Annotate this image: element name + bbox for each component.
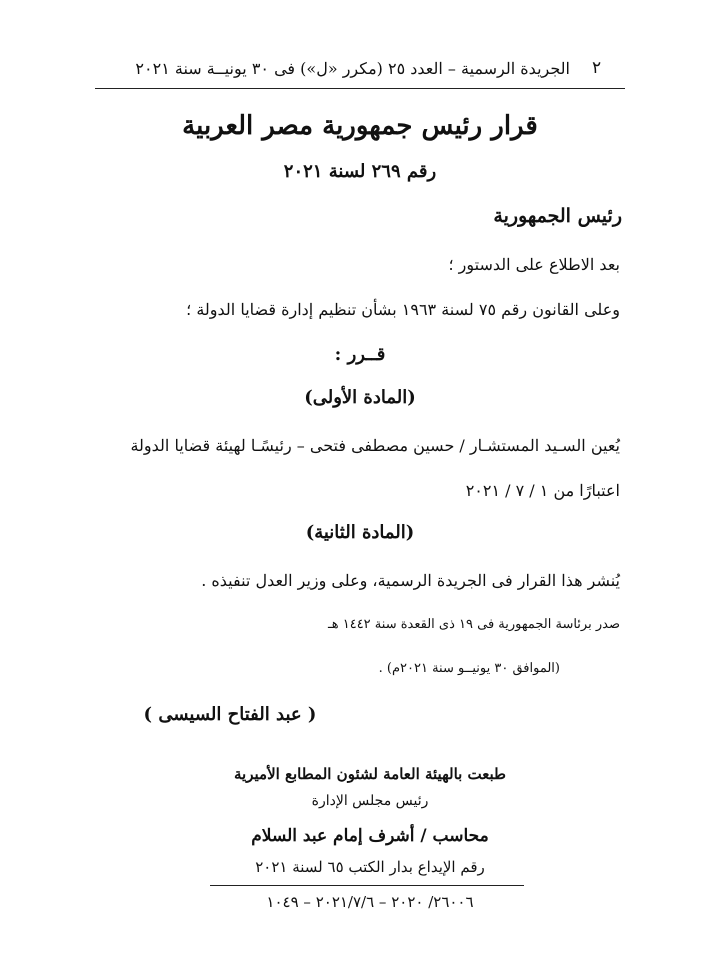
decree-title: قرار رئيس جمهورية مصر العربية: [182, 111, 538, 141]
printed-by: طبعت بالهيئة العامة لشئون المطابع الأميرية: [234, 765, 506, 783]
printer-name: محاسب / أشرف إمام عبد السلام: [251, 826, 489, 846]
decided-heading: قــرر :: [334, 344, 386, 365]
header-divider: [95, 88, 625, 89]
signature: ( عبد الفتاح السيسى ): [143, 704, 317, 725]
decree-number: رقم ٢٦٩ لسنة ٢٠٢١: [283, 161, 437, 182]
issued-at: صدر برئاسة الجمهورية فى ١٩ ذى القعدة سنة ١٤٤٢ هـ: [327, 617, 620, 632]
board-chair: رئيس مجلس الإدارة: [311, 793, 429, 809]
serial-number: ٢٦٠٠٦/ ٢٠٢٠ – ٢٠٢١/٧/٦ – ١٠٤٩: [266, 893, 474, 911]
deposit-number: رقم الإيداع بدار الكتب ٦٥ لسنة ٢٠٢١: [255, 858, 485, 876]
article-one-text: يُعين السـيد المستشـار / حسين مصطفى فتحى – رئيسًـا لهيئة قضايا الدولة: [130, 436, 620, 455]
article-two-heading: (المادة الثانية): [305, 522, 415, 543]
footer-divider: [210, 885, 524, 886]
article-one-heading: (المادة الأولى): [304, 387, 416, 408]
corresponding-date: (الموافق ٣٠ يونيــو سنة ٢٠٢١م) .: [378, 661, 560, 676]
journal-header: الجريدة الرسمية – العدد ٢٥ (مكرر «ل») فى ٣٠ يونيــة سنة ٢٠٢١: [135, 59, 570, 78]
preamble-line: بعد الاطلاع على الدستور ؛: [448, 255, 620, 274]
preamble-line: وعلى القانون رقم ٧٥ لسنة ١٩٦٣ بشأن تنظيم إدارة قضايا الدولة ؛: [186, 300, 620, 319]
article-two-text: يُنشر هذا القرار فى الجريدة الرسمية، وعلى وزير العدل تنفيذه .: [201, 571, 620, 590]
page-number: ٢: [592, 58, 602, 78]
issuer-heading: رئيس الجمهورية: [493, 205, 622, 227]
article-one-text: اعتبارًا من ١ / ٧ / ٢٠٢١: [465, 481, 620, 500]
